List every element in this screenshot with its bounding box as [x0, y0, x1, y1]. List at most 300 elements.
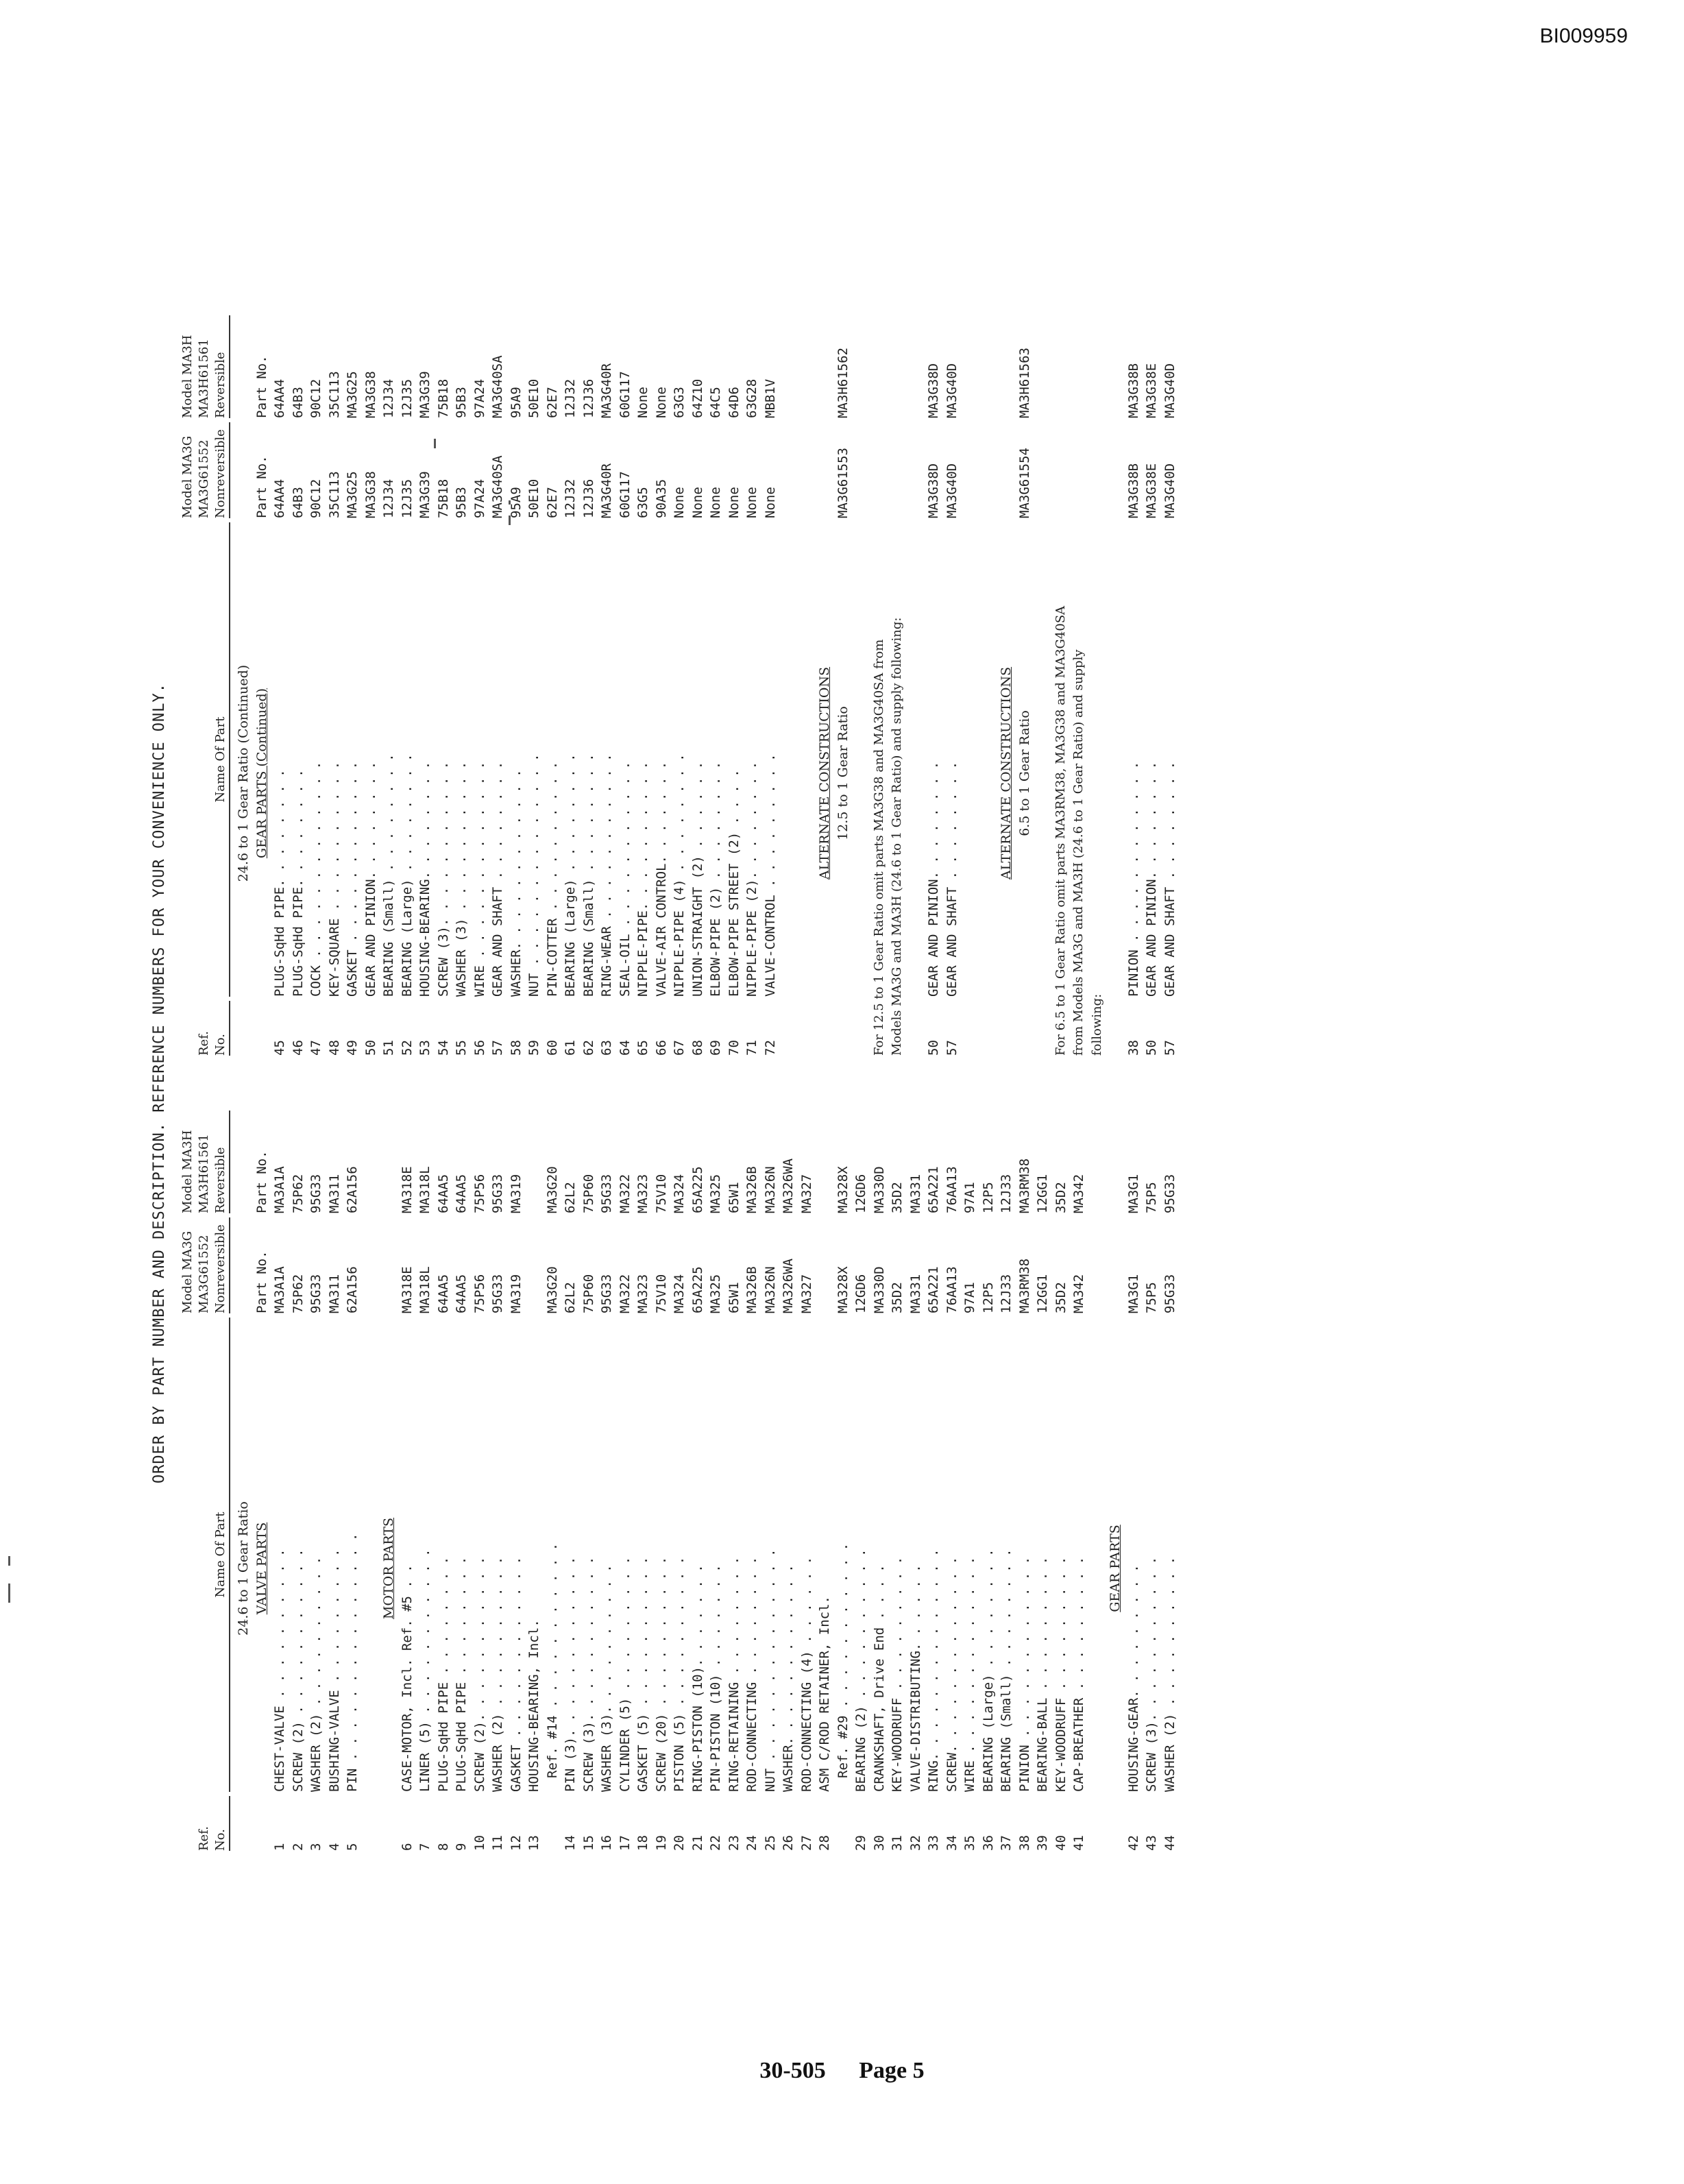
part-row	[1161, 1111, 1180, 1851]
section-heading	[234, 315, 253, 1056]
ref-number	[544, 1796, 562, 1851]
part-number-model-b: MA318E	[399, 1166, 415, 1213]
part-number-model-a: 95A9	[508, 487, 524, 518]
part-number-model-a: 62E7	[544, 487, 560, 518]
ref-number	[1034, 1001, 1052, 1056]
part-number-model-a: None	[672, 487, 687, 518]
part-number-model-b: 12GG1	[1035, 1174, 1050, 1213]
part-number-model-b	[907, 315, 925, 418]
part-name: KEY-WOODRUFF . . . . . . . . .	[1053, 1556, 1069, 1792]
part-number-model-a	[907, 422, 925, 518]
ref-number: 44	[1162, 1835, 1177, 1851]
parts-list-sheet	[151, 315, 1460, 1851]
part-row	[1125, 1111, 1143, 1851]
part-row	[1016, 1111, 1034, 1851]
part-number-model-a	[234, 422, 253, 518]
ref-number: 26	[781, 1835, 796, 1851]
part-row	[1052, 1111, 1071, 1851]
part-number-model-a: None	[744, 487, 759, 518]
ref-number: 71	[744, 1040, 759, 1056]
part-name: VALVE PARTS	[254, 1522, 269, 1615]
part-number-model-b	[779, 315, 798, 418]
part-number-model-b: MA3G38E	[1144, 363, 1159, 418]
part-number-model-b: MBB1V	[762, 378, 778, 418]
ref-number: 6	[399, 1843, 415, 1851]
part-number-model-a: 63G5	[635, 487, 650, 518]
part-row	[307, 1111, 326, 1851]
part-number-model-a: None	[690, 487, 705, 518]
part-number-model-b	[816, 1111, 834, 1213]
part-name: GEAR AND PINION. . . . . . . .	[926, 761, 941, 997]
part-name: HOUSING-BEARING, Incl.	[526, 1619, 541, 1792]
part-row	[634, 1111, 652, 1851]
part-number-model-b: MA3G39	[417, 371, 432, 418]
part-row	[598, 315, 616, 1056]
part-row	[416, 1111, 435, 1851]
ref-number: 38	[1016, 1835, 1032, 1851]
ref-number: 70	[726, 1040, 742, 1056]
part-number-model-b: MA3G20	[544, 1166, 560, 1213]
ref-number	[234, 1796, 253, 1851]
part-name: WASHER. . . . . . . . . . . .	[508, 769, 524, 997]
part-name: CRANKSHAFT, Drive End . . . .	[871, 1564, 887, 1792]
ref-number	[1106, 1001, 1125, 1056]
ref-number	[816, 1001, 834, 1056]
ref-number: 72	[762, 1040, 778, 1056]
part-number-model-a	[816, 1217, 834, 1313]
part-number-model-a: 76AA13	[944, 1266, 960, 1313]
banner: ORDER BY PART NUMBER AND DESCRIPTION. REFERENCE NUMBERS FOR YOUR CONVENIENCE ONLY.	[151, 682, 168, 1484]
page-footer	[0, 2058, 1684, 2084]
part-name	[852, 522, 870, 997]
ref-number: 34	[944, 1835, 960, 1851]
part-number-model-a: 64B3	[290, 487, 306, 518]
ref-number	[253, 1796, 271, 1851]
part-number-model-b: MA342	[1071, 1174, 1086, 1213]
ref-number: 67	[672, 1040, 687, 1056]
part-number-model-b: 12J32	[563, 378, 578, 418]
part-row	[852, 1111, 870, 1851]
ref-number: 1	[272, 1843, 287, 1851]
part-number-model-a: MA3G61554	[1016, 448, 1032, 518]
part-name: GEAR PARTS	[1108, 1525, 1123, 1612]
note-text: Models MA3G and MA3H (24.6 to 1 Gear Ratio) and supply following:	[890, 617, 904, 1056]
part-row	[561, 315, 580, 1056]
right-column	[180, 315, 1179, 1056]
part-number-model-b: 64AA5	[435, 1174, 451, 1213]
part-number-model-a: MA318L	[417, 1266, 432, 1313]
part-number-model-b: 50E10	[526, 378, 541, 418]
part-number-model-a: 12P5	[980, 1282, 996, 1313]
part-number-model-a: 95B3	[454, 487, 469, 518]
part-name: BEARING (Large) . . . . . . . .	[563, 753, 578, 997]
ref-number	[362, 1796, 380, 1851]
part-name: BEARING (Small) . . . . . . . .	[999, 1549, 1014, 1792]
part-number-model-a: MA326B	[744, 1266, 759, 1313]
part-number-model-b: 95G33	[308, 1174, 324, 1213]
part-number-model-a: 60G117	[617, 471, 633, 518]
part-name: BEARING (Large) . . . . . . . .	[399, 753, 415, 997]
part-number-model-b	[1088, 1111, 1107, 1213]
part-number-model-b: 64AA5	[454, 1174, 469, 1213]
ref-number: 58	[508, 1040, 524, 1056]
ref-number: 65	[635, 1040, 650, 1056]
ref-number: 60	[544, 1040, 560, 1056]
part-name	[362, 1318, 380, 1792]
part-name: WASHER (3). . . . . . . . . .	[599, 1564, 614, 1792]
part-name: ROD-CONNECTING . . . . . . . .	[744, 1556, 759, 1792]
part-row	[507, 315, 526, 1056]
part-number-model-a: MA331	[907, 1274, 923, 1313]
part-name: 24.6 to 1 Gear Ratio	[236, 1501, 251, 1636]
ref-header: Ref. No.	[196, 1001, 230, 1056]
part-number-model-a: 90A35	[653, 478, 669, 518]
note-text: For 12.5 to 1 Gear Ratio omit parts MA3G38 and MA3G40SA from	[871, 639, 886, 1056]
part-number-model-b: MA326N	[762, 1166, 778, 1213]
ref-number: 23	[726, 1835, 742, 1851]
part-row	[888, 1111, 907, 1851]
part-number-model-b: 64AA4	[272, 378, 287, 418]
spacer	[907, 315, 925, 1056]
part-number-model-a: 12GG1	[1035, 1274, 1050, 1313]
part-name: RING-WEAR . . . . . . . . . . .	[599, 753, 614, 997]
part-name: PLUG-SqHd PIPE. . . . . . . .	[290, 769, 306, 997]
part-number-model-b: MA326WA	[781, 1158, 796, 1213]
part-name: ALTERNATE CONSTRUCTIONS	[999, 666, 1014, 880]
part-row	[580, 315, 598, 1056]
part-name: WASHER (3) . . . . . . . . . .	[454, 761, 469, 997]
part-number-model-b	[798, 315, 816, 418]
part-number-model-b	[961, 315, 979, 418]
part-number-model-b: MA326B	[744, 1166, 759, 1213]
ref-number: 42	[1125, 1835, 1141, 1851]
part-number-model-a	[525, 1217, 544, 1313]
ref-number: 43	[1144, 1835, 1159, 1851]
part-name: PLUG-SqHd PIPE . . . . . . . .	[454, 1556, 469, 1792]
part-number-model-b: 95G33	[490, 1174, 505, 1213]
ref-number: 2	[290, 1843, 306, 1851]
part-number-model-b: Part No.	[254, 1150, 269, 1213]
part-number-model-b	[1106, 1111, 1125, 1213]
ref-number	[779, 1001, 798, 1056]
part-name: CAP-BREATHER . . . . . . . . .	[1071, 1556, 1086, 1792]
part-number-model-a: 12J32	[563, 478, 578, 518]
ref-number: 30	[871, 1835, 887, 1851]
part-row	[489, 1111, 507, 1851]
part-row	[580, 1111, 598, 1851]
section-heading	[380, 1111, 398, 1851]
ref-number: 7	[417, 1843, 432, 1851]
part-number-model-a: 95G33	[490, 1274, 505, 1313]
ref-number: 68	[690, 1040, 705, 1056]
part-row	[743, 315, 761, 1056]
part-row	[961, 1111, 979, 1851]
part-number-model-a: Part No.	[254, 1250, 269, 1313]
part-name: CHEST-VALVE . . . . . . . . . .	[272, 1549, 287, 1792]
part-number-model-b: 65W1	[726, 1182, 742, 1213]
section-heading	[1106, 1111, 1125, 1851]
part-number-model-a: MA322	[617, 1274, 633, 1313]
part-row	[398, 1111, 417, 1851]
part-name: PISTON (5) . . . . . . . . . .	[672, 1556, 687, 1792]
part-number-model-b: 35D2	[890, 1182, 905, 1213]
part-number-model-b: 75P60	[581, 1174, 596, 1213]
part-number-model-b: 63G28	[744, 378, 759, 418]
part-row	[525, 315, 544, 1056]
name-header: Name Of Part	[212, 522, 230, 997]
part-number-model-a: MA318E	[399, 1266, 415, 1313]
part-number-model-a: 62L2	[563, 1282, 578, 1313]
ref-number: 19	[653, 1835, 669, 1851]
ref-number: 35	[962, 1835, 977, 1851]
part-number-model-a: 12J35	[399, 478, 415, 518]
ref-number: 10	[472, 1835, 487, 1851]
part-name: RING-PISTON (10). . . . . . .	[690, 1564, 705, 1792]
ref-number: 52	[399, 1040, 415, 1056]
part-number-model-b: 12J36	[581, 378, 596, 418]
ref-number: 47	[308, 1040, 324, 1056]
ref-number: 62	[581, 1040, 596, 1056]
part-row	[925, 315, 943, 1056]
ref-number: 49	[345, 1040, 360, 1056]
part-number-model-b: 62E7	[544, 387, 560, 418]
part-name: ELBOW-PIPE (2) . . . . . . . .	[708, 761, 723, 997]
model-b-header: Model MA3H MA3H61561 Reversible	[180, 315, 230, 418]
part-row	[271, 315, 289, 1056]
part-row	[1143, 315, 1161, 1056]
ref-number: 16	[599, 1835, 614, 1851]
part-number-model-b: MA327	[798, 1174, 814, 1213]
page-number: Page 5	[859, 2058, 925, 2083]
part-name: PIN . . . . . . . . . . . . . . .	[345, 1533, 360, 1792]
column-header	[180, 1111, 230, 1851]
part-name: WASHER (2) . . . . . . . . . .	[308, 1556, 324, 1792]
part-number-model-b: 97A1	[962, 1182, 977, 1213]
part-number-model-b: 75V10	[653, 1174, 669, 1213]
part-number-model-b: None	[635, 387, 650, 418]
part-name: SCREW (20) . . . . . . . . . .	[653, 1556, 669, 1792]
ref-number: 61	[563, 1040, 578, 1056]
ref-number: 57	[944, 1040, 960, 1056]
part-number-model-b: MA322	[617, 1174, 633, 1213]
ref-number: 15	[581, 1835, 596, 1851]
ref-number: 20	[672, 1835, 687, 1851]
part-name: 12.5 to 1 Gear Ratio	[835, 706, 851, 840]
part-number-model-b: MA319	[508, 1174, 524, 1213]
part-number-model-a: MA3G38D	[926, 463, 941, 518]
part-number-model-a: 90C12	[308, 478, 324, 518]
ref-number: 59	[526, 1040, 541, 1056]
part-row	[598, 1111, 616, 1851]
part-row	[471, 1111, 489, 1851]
part-row	[670, 1111, 689, 1851]
model-a-header: Model MA3G MA3G61552 Nonreversible	[180, 422, 230, 518]
part-number-model-a: MA326WA	[781, 1258, 796, 1313]
part-number-model-a: 62A156	[345, 1266, 360, 1313]
part-number-model-a	[1088, 1217, 1107, 1313]
ref-number: 55	[454, 1040, 469, 1056]
spacer	[779, 315, 798, 1056]
part-name: GEAR AND PINION. . . . . . . .	[363, 761, 378, 997]
scan-mark	[8, 1556, 10, 1566]
spacer	[1106, 315, 1125, 1056]
part-number-model-a: 75P62	[290, 1274, 306, 1313]
part-number-model-b: 62L2	[563, 1182, 578, 1213]
part-row	[689, 1111, 707, 1851]
part-number-model-a: 75P5	[1144, 1282, 1159, 1313]
part-number-model-a: MA323	[635, 1274, 650, 1313]
part-number-model-a: 35D2	[890, 1282, 905, 1313]
part-number-model-a: MA3G40D	[1162, 463, 1177, 518]
part-name: HOUSING-BEARING. . . . . . . .	[417, 761, 432, 997]
part-name	[798, 522, 816, 997]
part-number-model-a: 12J33	[999, 1274, 1014, 1313]
part-number-model-a: MA3G61553	[835, 448, 851, 518]
part-row	[343, 315, 362, 1056]
part-number-model-a	[852, 422, 870, 518]
part-number-model-b: 64C5	[708, 387, 723, 418]
part-number-model-a: 12GD6	[853, 1274, 868, 1313]
part-row	[743, 1111, 761, 1851]
ref-number: 24	[744, 1835, 759, 1851]
part-number-model-b: 75P5	[1144, 1182, 1159, 1213]
part-name: GASKET . . . . . . . . . . . .	[508, 1556, 524, 1792]
part-name: HOUSING-GEAR. . . . . . . . .	[1125, 1564, 1141, 1792]
model-a-header: Model MA3G MA3G61552 Nonreversible	[180, 1217, 230, 1313]
ref-number: 53	[417, 1040, 432, 1056]
part-number-model-a: MA325	[708, 1274, 723, 1313]
ref-number: 57	[1162, 1040, 1177, 1056]
part-number-model-b	[816, 315, 834, 418]
part-name	[779, 522, 798, 997]
part-number-model-a: MA3G1	[1125, 1274, 1141, 1313]
part-number-model-b: MA3G40R	[599, 363, 614, 418]
part-row	[489, 315, 507, 1056]
part-number-model-b: 75B18	[435, 378, 451, 418]
part-name: ROD-CONNECTING (4) . . . . . .	[798, 1556, 814, 1792]
part-number-model-a	[961, 422, 979, 518]
part-number-model-a: 35C113	[326, 471, 342, 518]
part-number-model-a: 97A24	[472, 478, 487, 518]
ref-number	[907, 1001, 925, 1056]
part-number-model-b: None	[653, 387, 669, 418]
part-name: BEARING (Small) . . . . . . . .	[581, 753, 596, 997]
ref-number: 9	[454, 1843, 469, 1851]
part-row	[1161, 315, 1180, 1056]
part-row	[725, 1111, 744, 1851]
section-heading	[253, 1111, 271, 1851]
ref-number: 29	[853, 1835, 868, 1851]
part-name: GEAR PARTS (Continued)	[254, 688, 269, 859]
part-number-model-b: 12J34	[381, 378, 396, 418]
part-row	[943, 1111, 962, 1851]
note-text: following:	[1089, 993, 1104, 1056]
ref-number: 57	[490, 1040, 505, 1056]
part-number-model-b	[380, 1111, 398, 1213]
part-number-model-b: 76AA13	[944, 1166, 960, 1213]
part-number-model-a: 65A225	[690, 1266, 705, 1313]
ref-number: 54	[435, 1040, 451, 1056]
part-row	[834, 1111, 853, 1851]
part-number-model-b	[1034, 315, 1052, 418]
part-number-model-a: MA3A1A	[272, 1266, 287, 1313]
part-number-model-b: 75P62	[290, 1174, 306, 1213]
part-name: PINION . . . . . . . . . . . .	[1016, 1556, 1032, 1792]
part-number-model-b	[234, 315, 253, 418]
ref-number: 13	[526, 1835, 541, 1851]
part-name	[1034, 522, 1052, 997]
part-row	[289, 1111, 308, 1851]
part-number-model-a	[1034, 422, 1052, 518]
part-number-model-b: 65A225	[690, 1166, 705, 1213]
ref-number: 38	[1125, 1040, 1141, 1056]
part-number-model-a: 64AA4	[272, 478, 287, 518]
part-number-model-b: 35C113	[326, 371, 342, 418]
ref-number	[979, 1001, 998, 1056]
part-number-model-a: MA3G39	[417, 471, 432, 518]
part-number-model-a: MA319	[508, 1274, 524, 1313]
part-number-model-b	[997, 315, 1016, 418]
part-number-model-b: Part No.	[254, 355, 269, 418]
ref-number: 46	[290, 1040, 306, 1056]
part-row	[1125, 315, 1143, 1056]
ref-number	[834, 1001, 853, 1056]
part-row	[435, 315, 453, 1056]
ref-number	[253, 1001, 271, 1056]
part-number-model-b	[362, 1111, 380, 1213]
part-number-model-a	[979, 422, 998, 518]
part-number-model-a: 75B18	[435, 478, 451, 518]
part-row	[907, 1111, 925, 1851]
column-header	[180, 315, 230, 1056]
part-name: ASM C/ROD RETAINER, Incl.	[817, 1596, 832, 1792]
part-row	[561, 1111, 580, 1851]
part-row	[979, 1111, 998, 1851]
part-number-model-a: MA324	[672, 1274, 687, 1313]
part-name	[961, 522, 979, 997]
part-name	[907, 522, 925, 997]
part-name: 6.5 to 1 Gear Ratio	[1016, 710, 1032, 836]
part-number-model-b: MA3G40D	[1162, 363, 1177, 418]
ref-number: 3	[308, 1843, 324, 1851]
doc-number: 30-505	[759, 2058, 826, 2083]
part-number-model-a: None	[708, 487, 723, 518]
ref-number	[380, 1796, 398, 1851]
part-row	[544, 315, 562, 1056]
part-row	[362, 315, 380, 1056]
part-row	[471, 315, 489, 1056]
part-row	[798, 1111, 816, 1851]
part-name: SCREW (3). . . . . . . . . . .	[1144, 1556, 1159, 1792]
part-number-model-b: 12GD6	[853, 1174, 868, 1213]
part-name: COCK . . . . . . . . . . . . .	[308, 761, 324, 997]
part-row	[925, 1111, 943, 1851]
ref-number	[798, 1001, 816, 1056]
part-row	[544, 1111, 562, 1851]
section-heading	[816, 315, 834, 1056]
part-number-model-a: MA3G20	[544, 1266, 560, 1313]
note-text: from Models MA3G and MA3H (24.6 to 1 Gear Ratio) and supply	[1071, 649, 1086, 1056]
part-name: WASHER (2) . . . . . . . . . .	[490, 1556, 505, 1792]
part-number-model-a	[1106, 422, 1125, 518]
ref-number	[834, 1796, 853, 1851]
part-name: MOTOR PARTS	[381, 1517, 396, 1620]
part-number-model-a	[234, 1217, 253, 1313]
part-row	[997, 1111, 1016, 1851]
part-number-model-a: MA3G40R	[599, 463, 614, 518]
part-row	[707, 315, 725, 1056]
part-name: 24.6 to 1 Gear Ratio (Continued)	[236, 664, 251, 882]
